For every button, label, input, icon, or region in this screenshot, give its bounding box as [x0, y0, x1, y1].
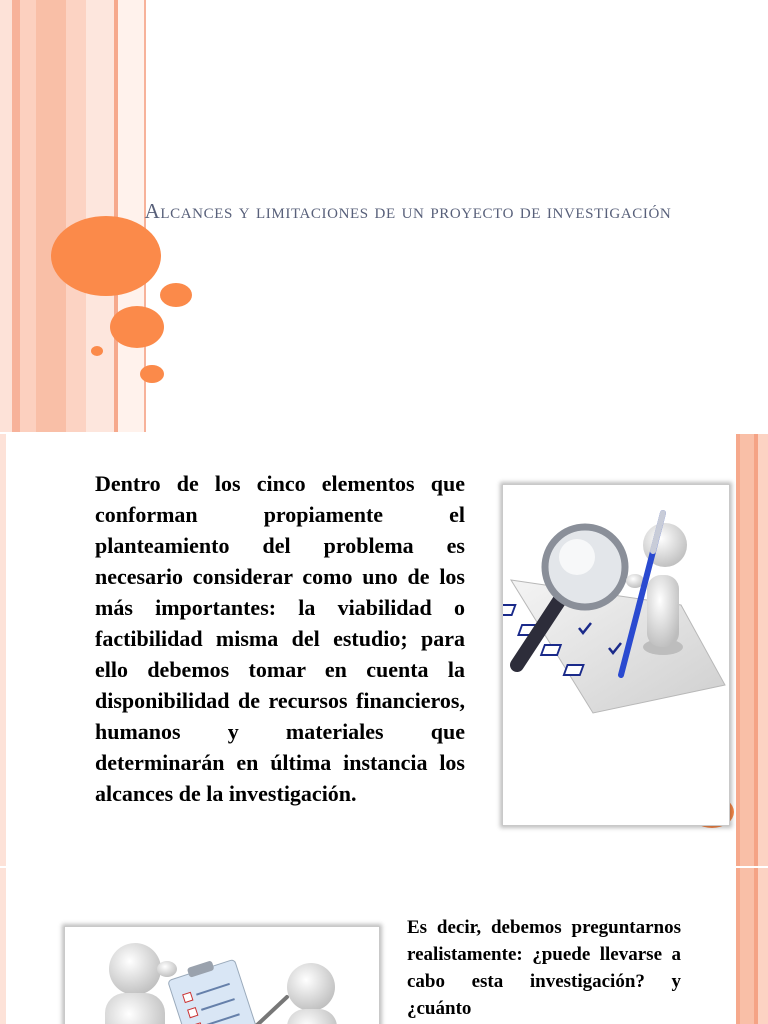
decorative-circle-medium	[110, 306, 164, 348]
slide-title: Alcances y limitaciones de un proyecto de investigación	[144, 199, 672, 223]
decorative-stripe	[20, 0, 36, 432]
decorative-stripe	[740, 434, 754, 866]
feasibility-paragraph: Es decir, debemos preguntarnos realistamente: ¿puede llevarse a cabo esta investigación? y ¿cuánto	[407, 917, 681, 1019]
clipboard-person-illustration	[65, 927, 379, 1024]
decorative-stripe	[0, 0, 12, 432]
title-slide	[0, 0, 768, 432]
decorative-stripe	[36, 0, 66, 432]
decorative-circle-small	[140, 365, 164, 383]
decorative-stripe	[66, 0, 86, 432]
person-figure-icon	[105, 943, 177, 1024]
viability-paragraph: Dentro de los cinco elementos que conforman propiamente el planteamiento del problema es necesario considerar como uno de los más importantes: la viabilidad o factibilidad misma del estudio; para ello debemos tomar en cuenta la disponibilidad de recursos financieros, humanos y materiales que determinarán en última instancia los alcances de la investigación.	[95, 471, 465, 806]
decorative-circle-large	[51, 216, 161, 296]
magnifier-checklist-illustration	[503, 485, 729, 825]
content-slide-feasibility	[0, 868, 768, 1024]
pencil-icon	[255, 997, 287, 1024]
decorative-stripe	[758, 868, 768, 1024]
person-figure-icon	[287, 963, 337, 1024]
clipboard-illustration-frame	[64, 926, 380, 1024]
checklist-illustration-frame	[502, 484, 730, 826]
decorative-circle-small	[160, 283, 192, 307]
content-slide-viability	[0, 434, 768, 866]
decorative-stripe	[12, 0, 20, 432]
decorative-stripe	[0, 868, 6, 1024]
clipboard-icon	[166, 953, 262, 1024]
decorative-stripe	[0, 434, 6, 866]
decorative-stripe	[740, 868, 754, 1024]
decorative-stripe	[758, 434, 768, 866]
decorative-circle-tiny	[91, 346, 103, 356]
